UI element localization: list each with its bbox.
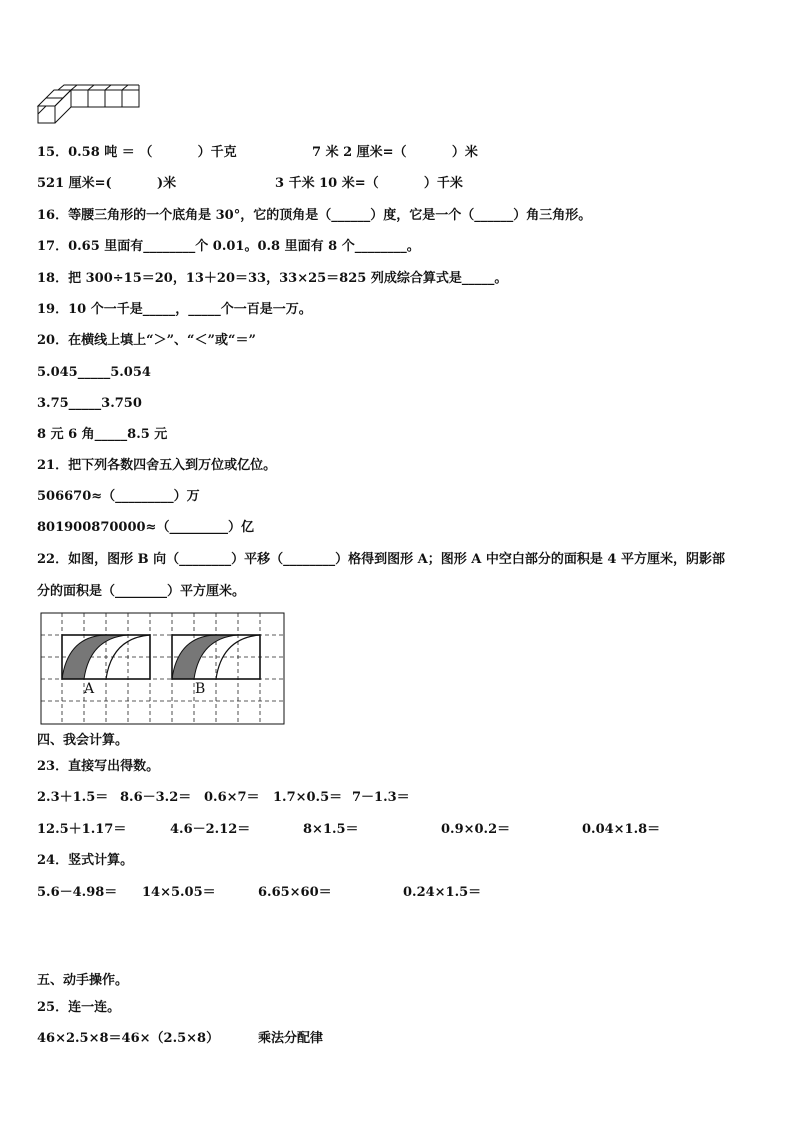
section-4-heading: 四、我会计算。 (37, 733, 129, 748)
matching-left-item: 46×2.5×8＝46×（2.5×8） (37, 1031, 220, 1046)
question-21-item: 801900870000≈（_________）亿 (37, 520, 254, 535)
q15-line2-a: 521 厘米=( )米 (37, 176, 177, 191)
section-5-heading: 五、动手操作。 (37, 973, 129, 988)
q15-line2-b: 3 千米 10 米=（ ）千米 (275, 176, 463, 191)
calc-item: 0.9×0.2＝ (441, 822, 511, 837)
question-25-title: 25．连一连。 (37, 1000, 121, 1015)
cube-row-illustration (36, 84, 142, 126)
calc-item: 0.04×1.8＝ (582, 822, 661, 837)
calc-item: 1.7×0.5＝ (273, 790, 343, 805)
question-16: 16．等腰三角形的一个底角是 30°，它的顶角是（______）度，它是一个（______）角三角形。 (37, 208, 592, 223)
vertical-calc-item: 14×5.05＝ (142, 885, 216, 900)
question-23-title: 23．直接写出得数。 (37, 759, 160, 774)
question-19: 19．10 个一千是_____，_____个一百是一万。 (37, 302, 312, 317)
question-21-item: 506670≈（_________）万 (37, 489, 200, 504)
question-18: 18．把 300÷15＝20，13＋20＝33，33×25＝825 列成综合算式是_____。 (37, 271, 508, 286)
grid-figure (40, 612, 286, 726)
vertical-calc-item: 5.6－4.98＝ (37, 885, 118, 900)
question-20-item: 3.75_____3.750 (37, 396, 142, 411)
calc-item: 12.5＋1.17＝ (37, 822, 127, 837)
question-22-line1: 22．如图，图形 B 向（________）平移（________）格得到图形 A；图形 A 中空白部分的面积是 4 平方厘米，阴影部 (37, 552, 725, 567)
question-20-item: 5.045_____5.054 (37, 365, 151, 380)
calc-item: 8.6－3.2＝ (120, 790, 192, 805)
figure-a-label: A (84, 681, 95, 697)
calc-item: 7－1.3＝ (352, 790, 410, 805)
question-24-title: 24．竖式计算。 (37, 853, 134, 868)
question-20-item: 8 元 6 角_____8.5 元 (37, 427, 168, 442)
calc-item: 0.6×7＝ (204, 790, 260, 805)
question-20-title: 20．在横线上填上“＞”、“＜”或“＝” (37, 333, 256, 348)
matching-right-item: 乘法分配律 (258, 1031, 324, 1046)
calc-item: 4.6－2.12＝ (170, 822, 251, 837)
question-21-title: 21．把下列各数四舍五入到万位或亿位。 (37, 458, 277, 473)
vertical-calc-item: 0.24×1.5＝ (403, 885, 482, 900)
question-22-line2: 分的面积是（________）平方厘米。 (37, 584, 246, 599)
q15-line1-a: 15．0.58 吨 ＝ （ ）千克 (37, 145, 237, 160)
question-17: 17．0.65 里面有________个 0.01。0.8 里面有 8 个________。 (37, 239, 420, 254)
vertical-calc-item: 6.65×60＝ (258, 885, 332, 900)
calc-item: 8×1.5＝ (303, 822, 359, 837)
figure-b-label: B (195, 681, 206, 697)
q15-line1-b: 7 米 2 厘米=（ ）米 (312, 145, 478, 160)
calc-item: 2.3＋1.5＝ (37, 790, 109, 805)
